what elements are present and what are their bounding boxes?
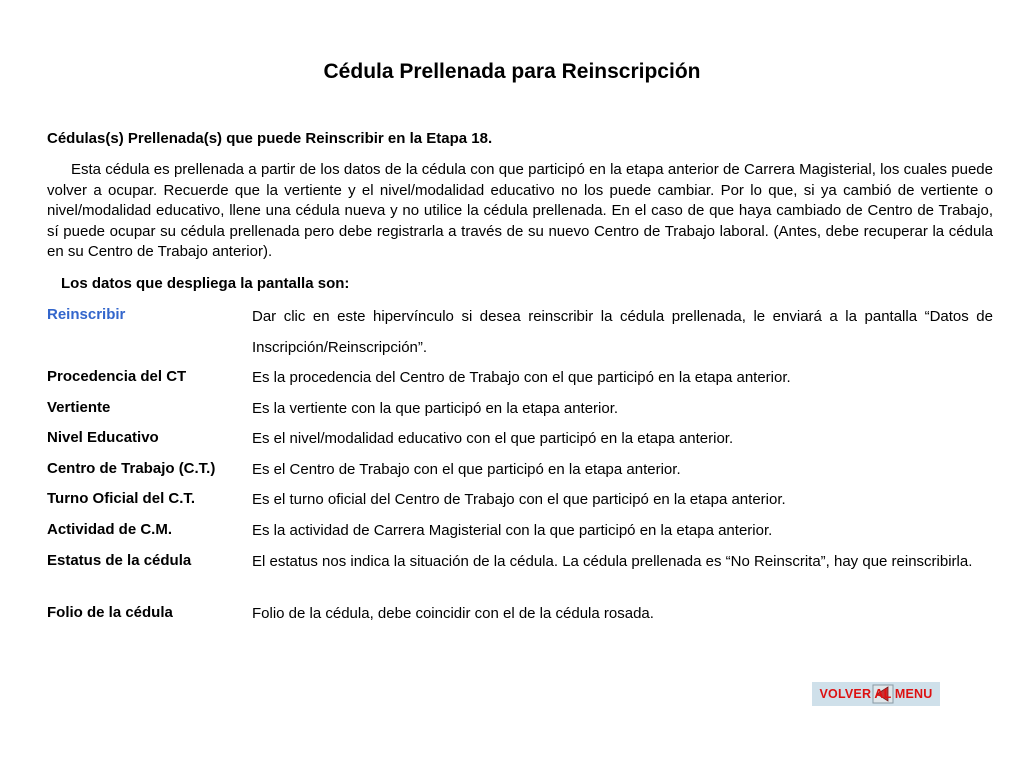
term-turno-oficial: Turno Oficial del C.T. <box>47 490 196 507</box>
section-subtitle: Cédulas(s) Prellenada(s) que puede Reinscribir en la Etapa 18. <box>47 130 493 147</box>
desc-turno-oficial: Es el turno oficial del Centro de Trabajo con el que participó en la etapa anterior. <box>252 491 786 508</box>
reinscribir-link[interactable]: Reinscribir <box>47 306 126 323</box>
desc-estatus-cedula: El estatus nos indica la situación de la cédula. La cédula prellenada es “No Reinscrita”, hay que reinscribirla. <box>252 553 973 570</box>
term-procedencia-ct: Procedencia del CT <box>47 368 187 385</box>
term-actividad-cm: Actividad de C.M. <box>47 521 173 538</box>
back-to-menu-button[interactable] <box>812 682 940 706</box>
desc-centro-trabajo: Es el Centro de Trabajo con el que participó en la etapa anterior. <box>252 461 681 478</box>
term-nivel-educativo: Nivel Educativo <box>47 429 159 446</box>
desc-nivel-educativo: Es el nivel/modalidad educativo con el que participó en la etapa anterior. <box>252 430 734 447</box>
page-title: Cédula Prellenada para Reinscripción <box>323 60 701 83</box>
intro-paragraph: Esta cédula es prellenada a partir de los datos de la cédula con que participó en la etapa anterior de Carrera Magisterial, los cuales puede volver a ocupar. Recuerde que la vertiente y el nivel/modalidad educativo no los puede cambiar. Por lo que, si ya cambió de vertiente o nivel/modalidad educativo, llene una cédula nueva y no utilice la cédula prellenada. En el caso de que haya cambiado de Centro de Trabajo, sí puede ocupar su cédula prellenada pero debe registrarla a través de su nuevo Centro de Trabajo laboral. (Antes, debe recuperar la cédula en su Centro de Trabajo anterior). <box>47 161 993 260</box>
back-to-menu-label: VOLVER AL MENU <box>819 687 933 701</box>
reinscribir-description: Dar clic en este hipervínculo si desea reinscribir la cédula prellenada, le enviará a la pantalla “Datos de Inscripción/Reinscripción”. <box>252 308 993 356</box>
term-estatus-cedula: Estatus de la cédula <box>47 552 192 569</box>
term-folio-cedula: Folio de la cédula <box>47 604 173 621</box>
desc-folio-cedula: Folio de la cédula, debe coincidir con el de la cédula rosada. <box>252 605 654 622</box>
term-centro-trabajo: Centro de Trabajo (C.T.) <box>47 460 216 477</box>
term-vertiente: Vertiente <box>47 399 111 416</box>
desc-actividad-cm: Es la actividad de Carrera Magisterial con la que participó en la etapa anterior. <box>252 522 773 539</box>
fields-heading: Los datos que despliega la pantalla son: <box>61 275 350 292</box>
desc-procedencia-ct: Es la procedencia del Centro de Trabajo con el que participó en la etapa anterior. <box>252 369 791 386</box>
desc-vertiente: Es la vertiente con la que participó en la etapa anterior. <box>252 400 619 417</box>
